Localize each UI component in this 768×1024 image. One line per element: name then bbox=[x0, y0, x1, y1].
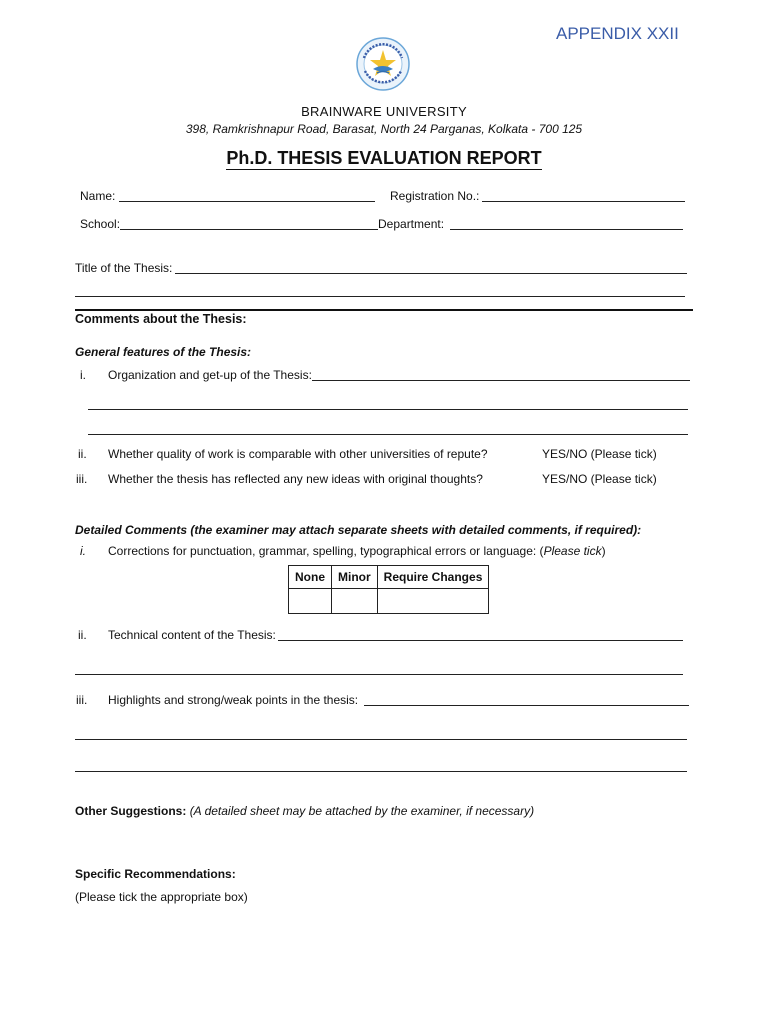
university-name: BRAINWARE UNIVERSITY bbox=[301, 104, 467, 119]
thesis-title-field-line-2[interactable] bbox=[75, 296, 685, 297]
item-number: iii. bbox=[76, 693, 88, 707]
technical-content-field-line-2[interactable] bbox=[75, 674, 683, 675]
table-header-minor: Minor bbox=[332, 566, 378, 589]
thesis-title-label: Title of the Thesis: bbox=[75, 261, 173, 275]
technical-content-label: Technical content of the Thesis: bbox=[108, 628, 276, 642]
tick-box-none[interactable] bbox=[289, 589, 332, 614]
school-field[interactable] bbox=[120, 229, 378, 230]
registration-label: Registration No.: bbox=[390, 189, 480, 203]
item-number: ii. bbox=[78, 628, 87, 642]
university-logo bbox=[355, 36, 411, 92]
quality-answer[interactable]: YES/NO (Please tick) bbox=[542, 447, 657, 461]
specific-recommendations-heading: Specific Recommendations: bbox=[75, 867, 236, 881]
highlights-field[interactable] bbox=[364, 705, 689, 706]
thesis-title-field[interactable] bbox=[175, 273, 687, 274]
section-divider bbox=[75, 309, 693, 311]
highlights-field-line-3[interactable] bbox=[75, 771, 687, 772]
item-number: ii. bbox=[78, 447, 87, 461]
item-number: i. bbox=[80, 368, 86, 382]
table-header-none: None bbox=[289, 566, 332, 589]
department-field[interactable] bbox=[450, 229, 683, 230]
highlights-label: Highlights and strong/weak points in the thesis: bbox=[108, 693, 359, 707]
quality-question: Whether quality of work is comparable with other universities of repute? bbox=[108, 447, 488, 461]
name-label: Name: bbox=[80, 189, 116, 203]
other-suggestions: Other Suggestions: (A detailed sheet may be attached by the examiner, if necessary) bbox=[75, 804, 535, 818]
department-label: Department: bbox=[378, 217, 445, 231]
university-address: 398, Ramkrishnapur Road, Barasat, North 24 Parganas, Kolkata - 700 125 bbox=[185, 122, 583, 136]
technical-content-field[interactable] bbox=[278, 640, 683, 641]
new-ideas-question: Whether the thesis has reflected any new ideas with original thoughts? bbox=[108, 472, 483, 486]
highlights-field-line-2[interactable] bbox=[75, 739, 687, 740]
appendix-label: APPENDIX XXII bbox=[556, 24, 679, 43]
name-field[interactable] bbox=[119, 201, 375, 202]
recommendations-note: (Please tick the appropriate box) bbox=[75, 890, 248, 904]
general-features-heading: General features of the Thesis: bbox=[75, 345, 252, 359]
organization-label: Organization and get-up of the Thesis: bbox=[108, 368, 312, 382]
registration-field[interactable] bbox=[482, 201, 685, 202]
detailed-comments-heading: Detailed Comments (the examiner may attach separate sheets with detailed comments, if required): bbox=[75, 523, 642, 537]
tick-box-minor[interactable] bbox=[332, 589, 378, 614]
item-number: i. bbox=[80, 544, 86, 558]
report-title: Ph.D. THESIS EVALUATION REPORT bbox=[226, 148, 542, 168]
corrections-table bbox=[288, 565, 489, 614]
organization-field[interactable] bbox=[312, 380, 690, 381]
table-header-require-changes: Require Changes bbox=[377, 566, 489, 589]
corrections-label: Corrections for punctuation, grammar, spelling, typographical errors or language: (Please tick) bbox=[108, 544, 606, 558]
tick-box-require-changes[interactable] bbox=[377, 589, 489, 614]
item-number: iii. bbox=[76, 472, 88, 486]
comments-heading: Comments about the Thesis: bbox=[75, 312, 247, 326]
organization-field-line-3[interactable] bbox=[88, 434, 688, 435]
organization-field-line-2[interactable] bbox=[88, 409, 688, 410]
new-ideas-answer[interactable]: YES/NO (Please tick) bbox=[542, 472, 657, 486]
school-label: School: bbox=[80, 217, 121, 231]
